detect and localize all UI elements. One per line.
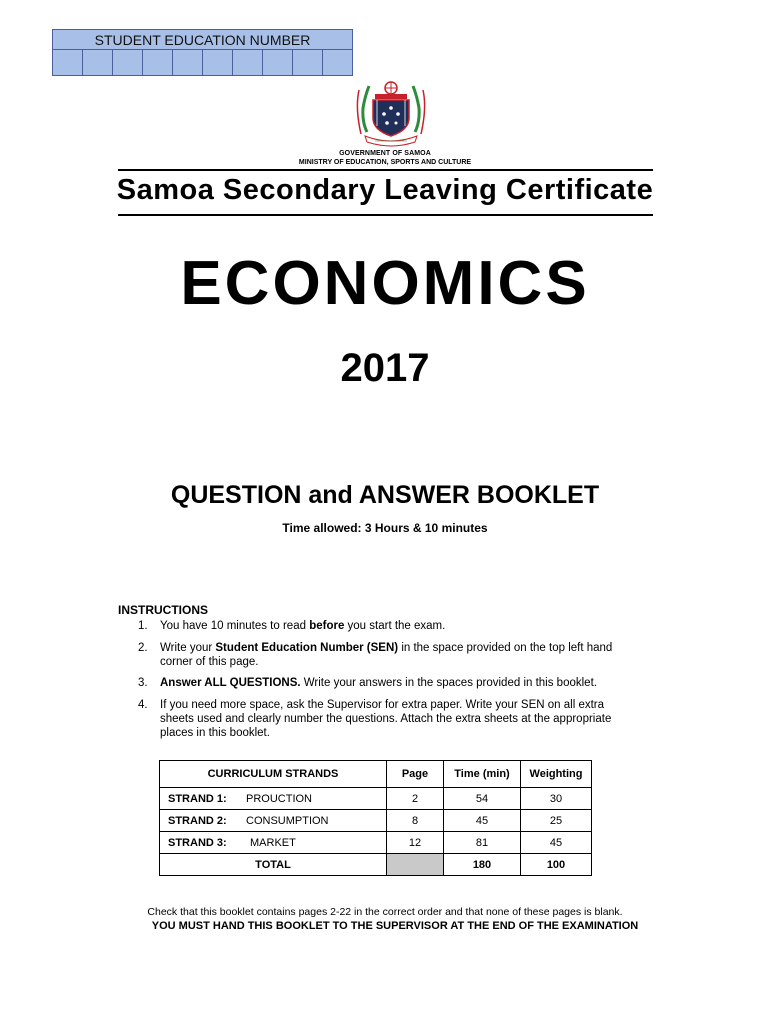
strand-name: PROUCTION [246,788,387,810]
strand-weighting: 30 [521,788,592,810]
instruction-item [138,698,638,740]
instruction-item [138,676,638,690]
ministry-line: MINISTRY OF EDUCATION, SPORTS AND CULTURE [298,159,472,166]
strand-name: MARKET [246,832,387,854]
top-rule [118,169,653,171]
booklet-title: QUESTION and ANSWER BOOKLET [170,481,600,509]
strand-label: STRAND 2: [160,810,247,832]
table-header-row [160,761,592,788]
table-total-row [160,854,592,876]
bottom-rule [118,214,653,216]
instruction-item [138,641,638,669]
sen-digit-cell[interactable] [263,50,293,75]
header-weighting: Weighting [521,761,592,788]
exam-year: 2017 [340,346,430,390]
sen-digit-cell[interactable] [203,50,233,75]
table-row [160,788,592,810]
instruction-item [138,619,638,633]
sen-cells [53,50,352,75]
strand-weighting: 45 [521,832,592,854]
sen-digit-cell[interactable] [233,50,263,75]
strand-time: 81 [444,832,521,854]
instruction-text: Write your Student Education Number (SEN) in the space provided on the top left hand corner of this page. [160,642,613,668]
instruction-number: 1. [138,620,148,632]
instruction-number: 3. [138,677,148,689]
strand-name: CONSUMPTION [246,810,387,832]
header-strands: CURRICULUM STRANDS [160,761,387,788]
table-row [160,810,592,832]
sen-digit-cell[interactable] [293,50,323,75]
strand-page: 8 [387,810,444,832]
instruction-text: You have 10 minutes to read before you start the exam. [160,620,446,632]
strand-label: STRAND 3: [160,832,247,854]
student-education-number-box [52,29,353,76]
strand-page: 2 [387,788,444,810]
subject-title: ECONOMICS [180,249,590,318]
certificate-title: Samoa Secondary Leaving Certificate [116,174,654,206]
instruction-text: If you need more space, ask the Supervisor for extra paper. Write your SEN on all extra sheets used and clearly number the questions. Attach the extra sheets at the appropriate places in this booklet. [160,699,612,739]
instructions-title: INSTRUCTIONS [118,603,208,617]
samoa-coat-of-arms-icon [345,78,437,150]
total-time: 180 [444,854,521,876]
total-weighting: 100 [521,854,592,876]
header-page: Page [387,761,444,788]
total-label: TOTAL [160,854,387,876]
sen-digit-cell[interactable] [53,50,83,75]
instruction-number: 2. [138,642,148,654]
curriculum-strands-table [159,760,592,876]
table-row [160,832,592,854]
strand-time: 45 [444,810,521,832]
instruction-number: 4. [138,699,148,711]
time-allowed: Time allowed: 3 Hours & 10 minutes [282,521,488,535]
strand-time: 54 [444,788,521,810]
hand-in-notice: YOU MUST HAND THIS BOOKLET TO THE SUPERVISOR AT THE END OF THE EXAMINATION [151,920,639,932]
sen-digit-cell[interactable] [83,50,113,75]
strand-weighting: 25 [521,810,592,832]
page-check-note: Check that this booklet contains pages 2-22 in the correct order and that none of these pages is blank. [147,906,623,918]
instruction-text: Answer ALL QUESTIONS. Write your answers in the spaces provided in this booklet. [160,677,597,689]
total-page-shaded [387,854,444,876]
strand-page: 12 [387,832,444,854]
sen-digit-cell[interactable] [143,50,173,75]
header-time: Time (min) [444,761,521,788]
sen-digit-cell[interactable] [323,50,352,75]
government-line: GOVERNMENT OF SAMOA [339,150,431,157]
sen-label: STUDENT EDUCATION NUMBER [53,30,352,50]
sen-digit-cell[interactable] [173,50,203,75]
sen-digit-cell[interactable] [113,50,143,75]
strand-label: STRAND 1: [160,788,247,810]
